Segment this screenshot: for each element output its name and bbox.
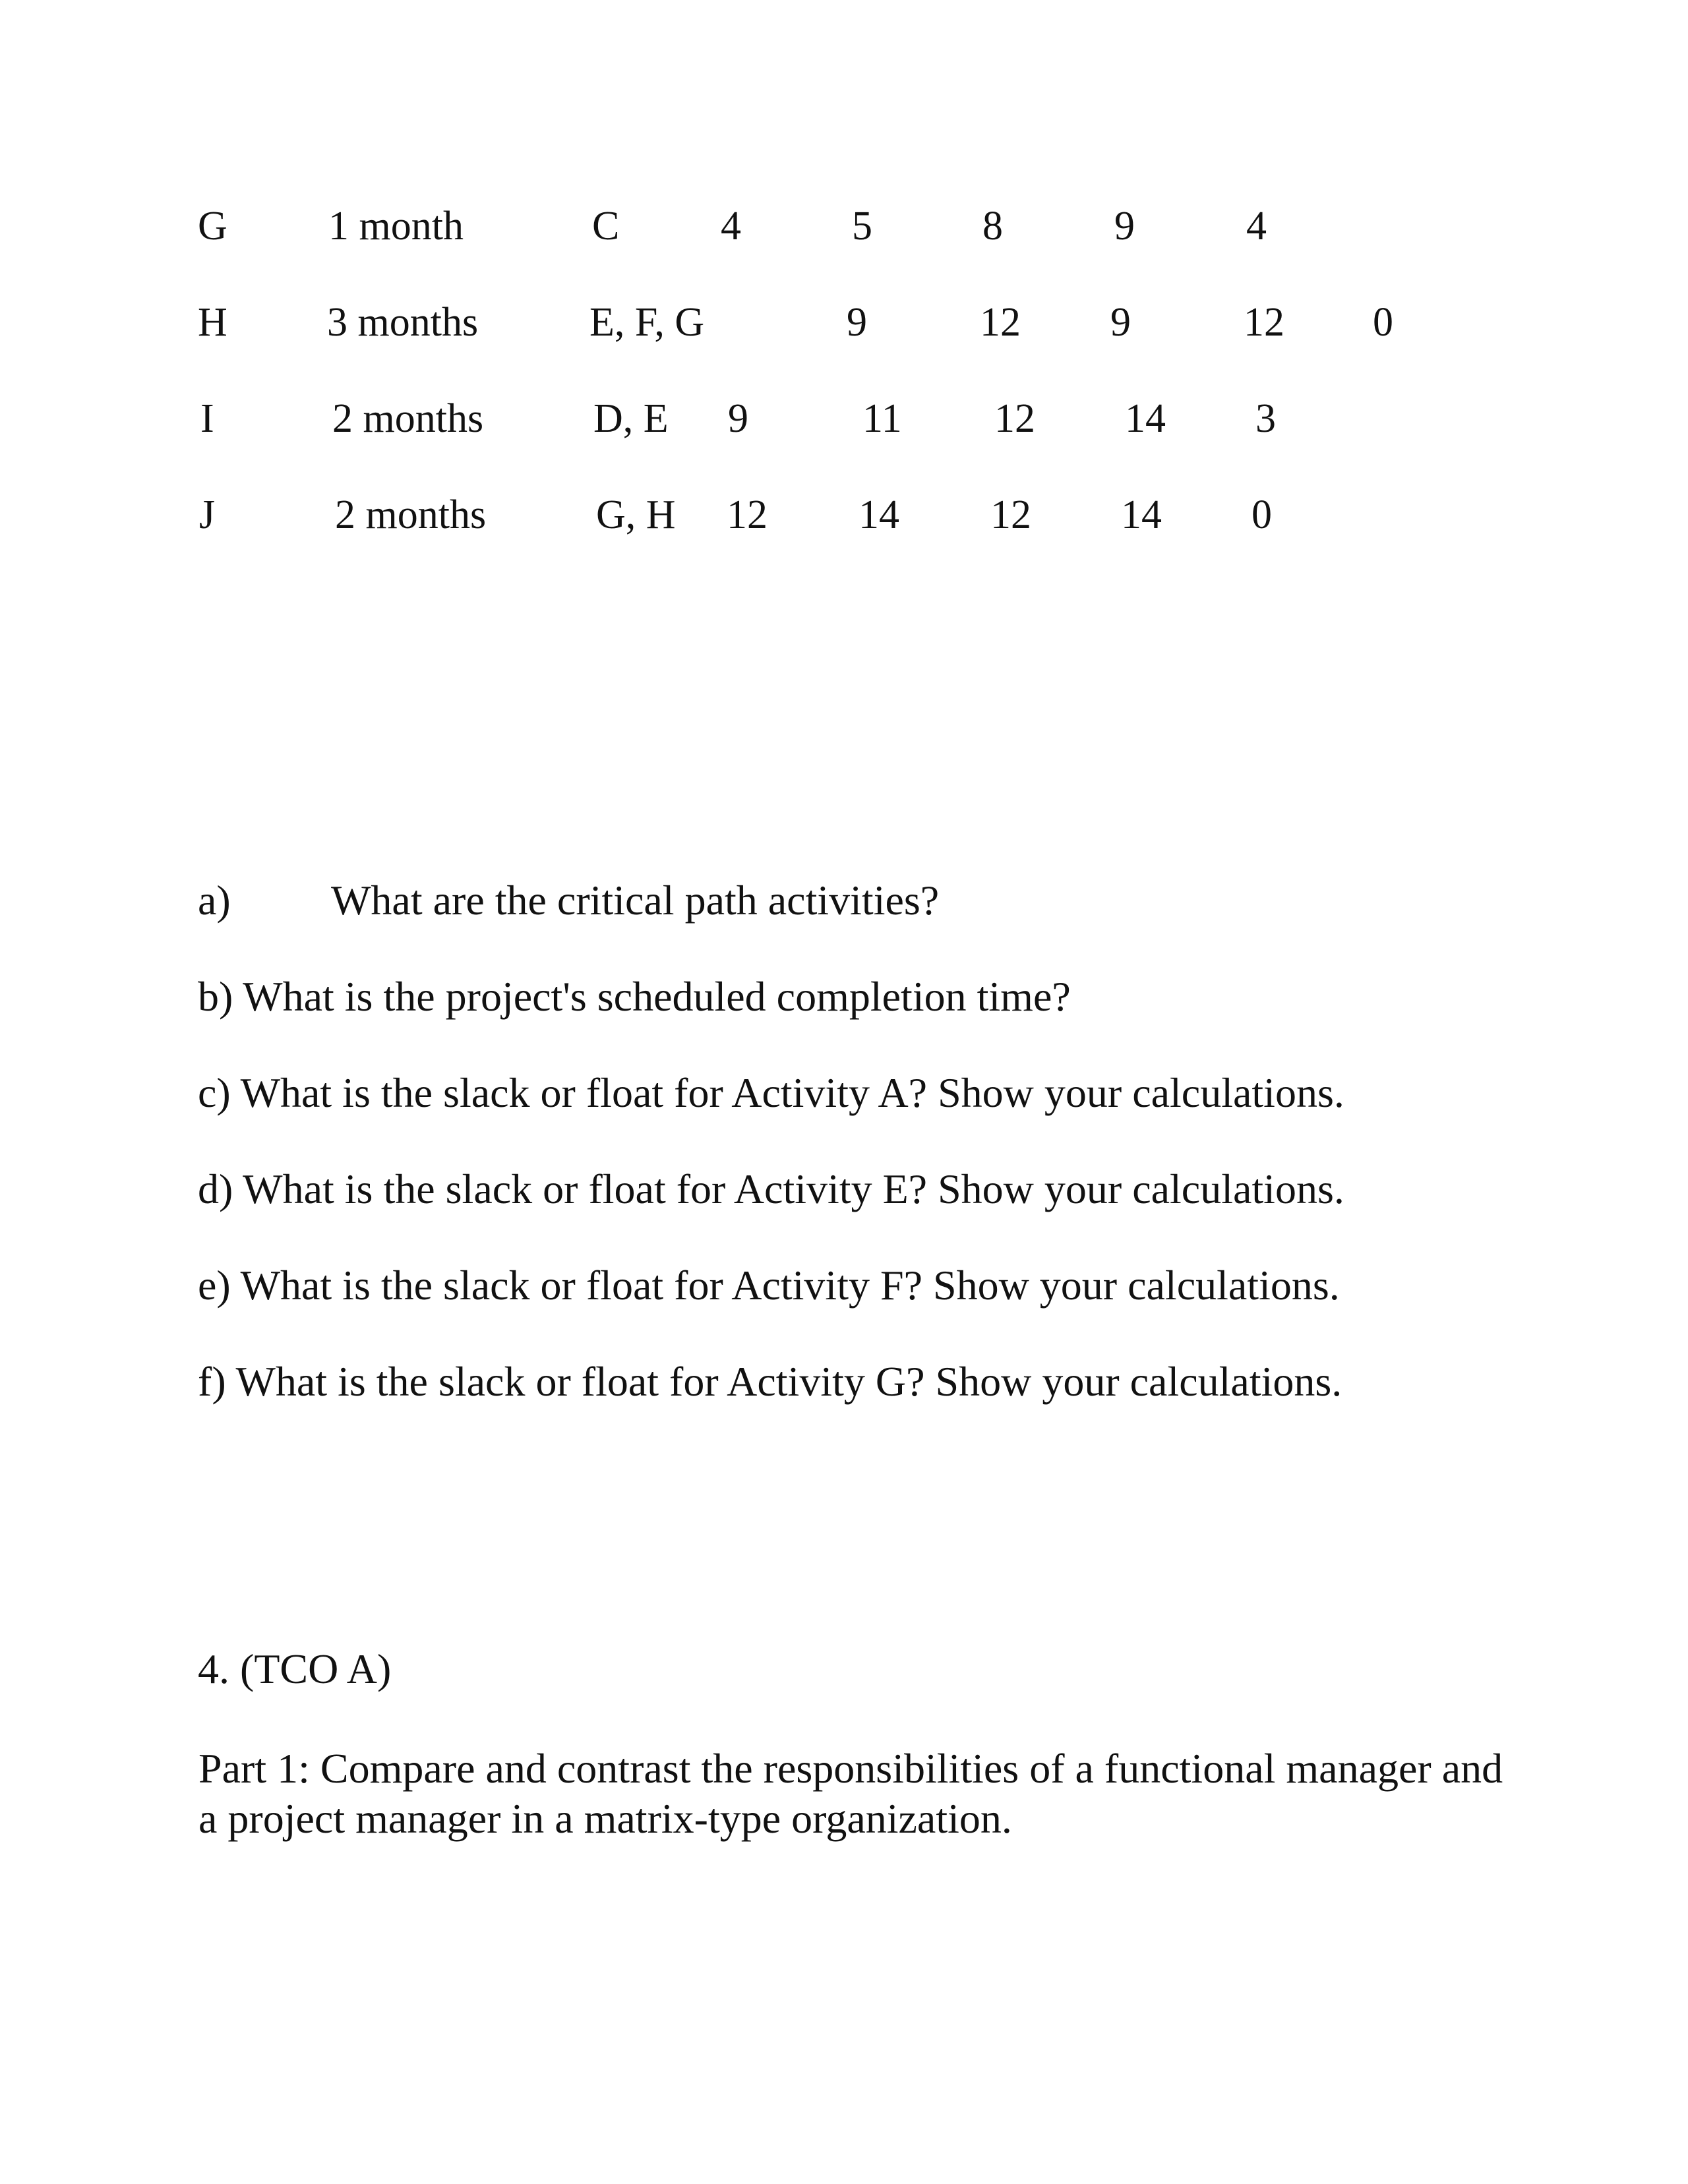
late-start: 12 [994,396,1035,441]
question-b: b) What is the project's scheduled completion time? [198,973,1071,1020]
early-finish: 9 [847,300,867,345]
question-a-label: a) [198,877,231,924]
activity-predecessors: D, E [593,396,669,441]
late-finish: 14 [1121,492,1162,537]
late-finish: 9 [1114,204,1135,249]
early-start: 9 [728,396,748,441]
question-a: What are the critical path activities? [331,877,940,924]
late-finish: 9 [1110,300,1131,345]
activity-id: G [198,204,227,249]
activity-predecessors: C [592,204,620,249]
slack: 4 [1246,204,1267,249]
extra-value: 0 [1373,300,1393,345]
activity-duration: 2 months [332,396,484,441]
slack: 12 [1244,300,1284,345]
question-c: c) What is the slack or float for Activity A? Show your calculations. [198,1069,1344,1116]
early-start: 12 [727,492,768,537]
question-f: f) What is the slack or float for Activity G? Show your calculations. [198,1358,1342,1405]
late-start: 8 [982,204,1003,249]
slack: 0 [1251,492,1272,537]
late-finish: 14 [1125,396,1166,441]
activity-id: H [198,300,227,345]
activity-id: I [200,396,214,441]
activity-id: J [199,492,216,537]
question-d: d) What is the slack or float for Activity E? Show your calculations. [198,1166,1344,1212]
activity-duration: 2 months [335,492,487,537]
late-start: 12 [980,300,1021,345]
slack: 3 [1255,396,1276,441]
late-start: 12 [990,492,1031,537]
activity-predecessors: E, F, G [589,300,705,345]
early-finish: 14 [859,492,899,537]
activity-predecessors: G, H [596,492,676,537]
activity-duration: 1 month [328,204,464,249]
question-e: e) What is the slack or float for Activity F? Show your calculations. [198,1262,1340,1309]
early-finish: 11 [862,396,902,441]
activity-duration: 3 months [327,300,479,345]
early-finish: 5 [852,204,872,249]
section-heading: 4. (TCO A) [198,1645,392,1692]
part-1-question: Part 1: Compare and contrast the responsibilities of a functional manager and a project manager in a matrix-type organization. [198,1745,1503,1842]
early-start: 4 [721,204,741,249]
